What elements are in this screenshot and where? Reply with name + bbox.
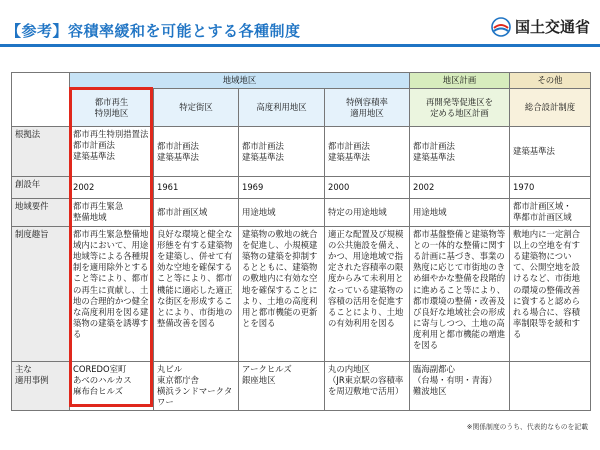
table-row [12,177,591,199]
table-row [12,127,591,177]
table-cell: 都市計画法 建築基準法 [325,127,410,177]
table-cell: 2000 [325,177,410,199]
table-cell: 建築基準法 [510,127,591,177]
logo-text: 国土交通省 [514,18,590,36]
table-cell: 良好な環境と健全な形態を有する建築物を建築し、併せて有効な空地を確保すること等により、都市機能に適応した適正な街区を形成することにより、市街地の整備改善を図る [154,227,239,362]
table-cell: 1970 [510,177,591,199]
table-cell: 1969 [239,177,325,199]
table-cell: 臨海副都心 （台場・有明・青海） 難波地区 [410,362,510,411]
table-cell: 丸ビル 東京都庁舎 横浜ランドマークタワー [154,362,239,411]
row-label: 主な 適用事例 [12,362,70,411]
header-rule [0,44,600,47]
table-cell: 建築物の敷地の統合を促進し、小規模建築物の建築を抑制するとともに、建築物の敷地内に有効な空地を確保することにより、土地の高度利用と都市機能の更新とを図る [239,227,325,362]
column-header: 特例容積率 適用地区 [325,89,410,127]
table-cell: 2002 [410,177,510,199]
column-header: 再開発等促進区を 定める地区計画 [410,89,510,127]
system-comparison-table [11,72,591,411]
table-cell: COREDO室町 あべのハルカス 麻布台ヒルズ [70,362,154,411]
table-cell: 都市再生特別措置法 都市計画法 建築基準法 [70,127,154,177]
table-cell: 都市計画法 建築基準法 [154,127,239,177]
group-header-row [12,73,591,89]
group-header-sonota: その他 [510,73,591,89]
table-cell: 敷地内に一定割合以上の空地を有する建築物について、公開空地を設けるなど、市街地の環境の整備改善に資すると認められる場合に、容積率制限等を緩和する [510,227,591,362]
table-cell: 適正な配置及び規模の公共施設を備え、かつ、用途地域で指定された容積率の限度からみて未利用となっている建築物の容積の活用を促進することにより、土地の有効利用を図る [325,227,410,362]
corner-cell [12,73,70,127]
mlit-logo [491,16,590,37]
column-header: 高度利用地区 [239,89,325,127]
table-cell: 用途地域 [410,199,510,227]
column-header: 総合設計制度 [510,89,591,127]
column-header-row [12,89,591,127]
table-cell: 2002 [70,177,154,199]
table-row [12,227,591,362]
row-label: 根拠法 [12,127,70,177]
row-label: 制度趣旨 [12,227,70,362]
group-header-chiiki-chiku: 地域地区 [70,73,410,89]
table-cell: 用途地域 [239,199,325,227]
column-header: 都市再生 特別地区 [70,89,154,127]
table-cell: アークヒルズ 銀座地区 [239,362,325,411]
table-cell: 都市計画法 建築基準法 [410,127,510,177]
table-cell: 1961 [154,177,239,199]
row-label: 創設年 [12,177,70,199]
table-cell: 都市計画区域・ 準都市計画区域 [510,199,591,227]
table-cell: 都市計画区域 [154,199,239,227]
table-cell: 丸の内地区 （JR東京駅の容積率を周辺敷地で活用） [325,362,410,411]
table-cell: 都市計画法 建築基準法 [239,127,325,177]
table-cell: 都市再生緊急整備地域内において、用途地域等による各種規制を適用除外とすること等により、都市の再生に貢献し、土地の合理的かつ健全な高度利用を図る建築物の建築を誘導する [70,227,154,362]
row-label: 地域要件 [12,199,70,227]
group-header-chiku-keikaku: 地区計画 [410,73,510,89]
column-header: 特定街区 [154,89,239,127]
page-title: 【参考】容積率緩和を可能とする各種制度 [6,22,301,40]
table-cell: 特定の用途地域 [325,199,410,227]
table-row [12,199,591,227]
table-row [12,362,591,411]
mlit-logo-icon [491,17,511,37]
table-cell [510,362,591,411]
footnote: ※関係制度のうち、代表的なものを記載 [466,423,588,431]
table-cell: 都市再生緊急 整備地域 [70,199,154,227]
table-cell: 都市基盤整備と建築物等との一体的な整備に関する計画に基づき、事業の熟度に応じて市街地のきめ細やかな整備を段階的に進めること等により、都市環境の整備・改善及び良好な地域社会の形成に寄与しつつ、土地の高度利用と都市機能の増進を図る [410,227,510,362]
